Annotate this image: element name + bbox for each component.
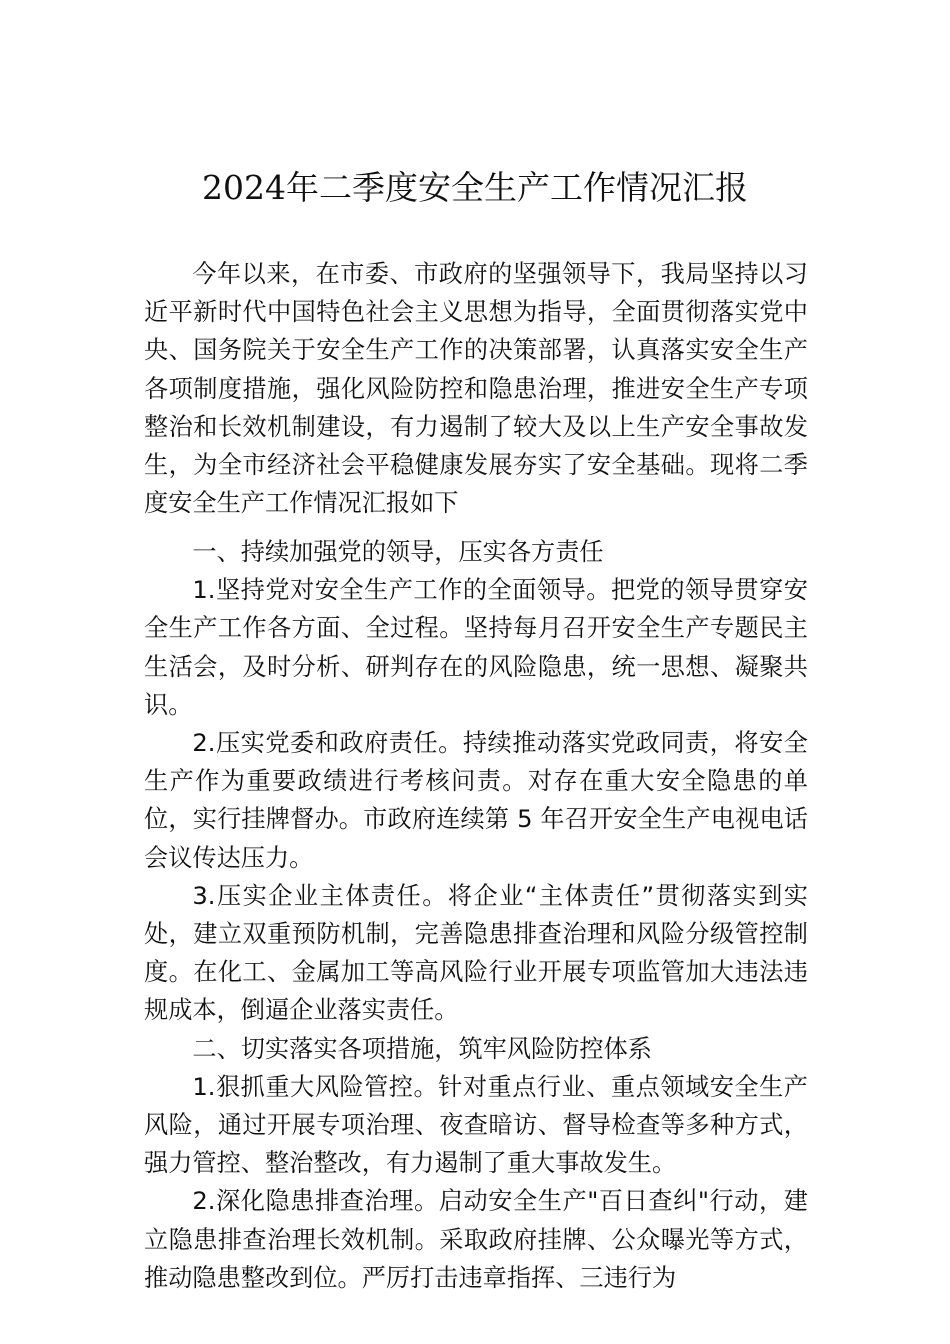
sections-block [144,533,808,1297]
section-heading-2: 二、切实落实各项措施，筑牢风险防控体系 [192,1034,652,1063]
section1-paragraph-3: 3.压实企业主体责任。将企业“主体责任”贯彻落实到实处，建立双重预防机制，完善隐患排查治理和风险分级管控制度。在化工、金属加工等高风险行业开展专项监管加大违法违规成本，倒逼企业落实责任。 [144,881,808,1025]
intro-block [144,255,808,522]
section-heading-1: 一、持续加强党的领导，压实各方责任 [192,538,604,566]
section2-paragraph-1: 1.狠抓重大风险管控。针对重点行业、重点领域安全生产风险，通过开展专项治理、夜查暗访、督导检查等多种方式，强力管控、整治整改，有力遏制了重大事故发生。 [144,1072,808,1178]
section2-paragraph-2: 2.深化隐患排查治理。启动安全生产"百日查纠"行动，建立隐患排查治理长效机制。采取政府挂牌、公众曝光等方式，推动隐患整改到位。严厉打击违章指挥、三违行为 [144,1187,808,1292]
document-title: 2024年二季度安全生产工作情况汇报 [202,168,748,207]
intro-paragraph: 今年以来，在市委、市政府的坚强领导下，我局坚持以习近平新时代中国特色社会主义思想为指导，全面贯彻落实党中央、国务院关于安全生产工作的决策部署，认真落实安全生产各项制度措施，强化风险防控和隐患治理，推进安全生产专项整治和长效机制建设，有力遏制了较大及以上生产安全事故发生，为全市经济社会平稳健康发展夯实了安全基础。现将二季度安全生产工作情况汇报如下 [144,260,808,518]
section1-paragraph-2: 2.压实党委和政府责任。持续推动落实党政同责，将安全生产作为重要政绩进行考核问责。对存在重大安全隐患的单位，实行挂牌督办。市政府连续第 5 年召开安全生产电视电话会议传达压力。 [144,729,808,872]
section1-paragraph-1: 1.坚持党对安全生产工作的全面领导。把党的领导贯穿安全生产工作各方面、全过程。坚持每月召开安全生产专题民主生活会，及时分析、研判存在的风险隐患，统一思想、凝聚共识。 [144,576,808,719]
